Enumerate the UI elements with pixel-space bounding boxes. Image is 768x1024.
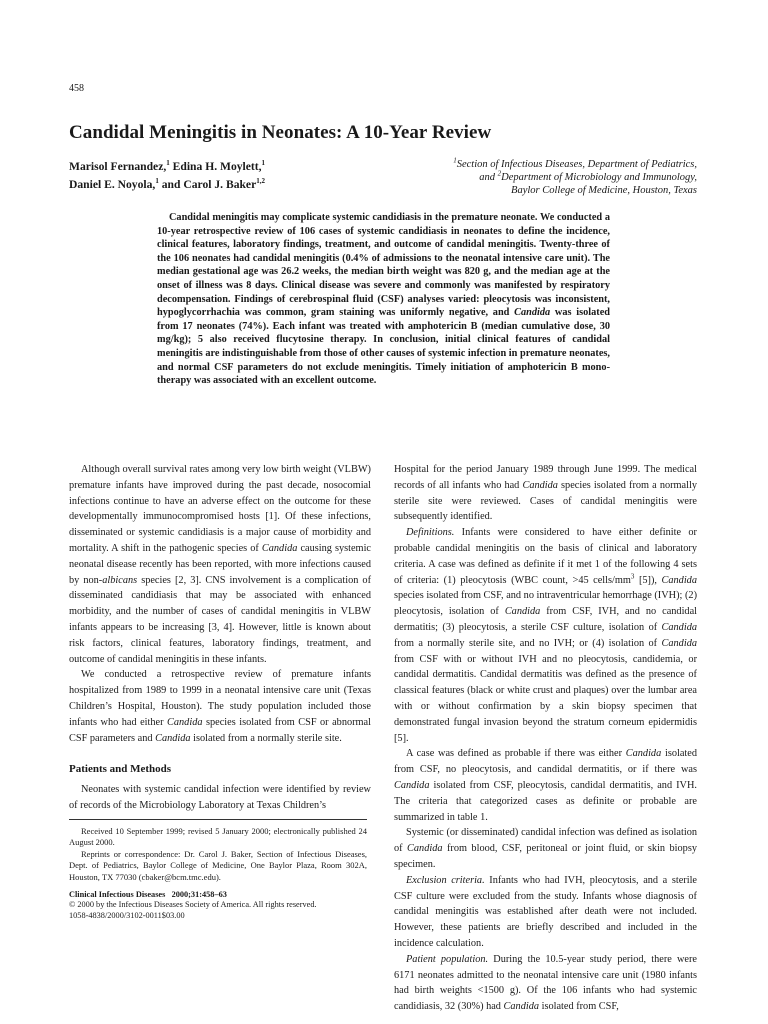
issn-line: 1058-4838/2000/3102-0011$03.00 [69, 910, 185, 920]
body-column-left [69, 462, 371, 814]
body-text: We conducted a retrospective review of premature infants hospitalized from 1989 to 1999 in a neonatal intensive care unit (Texas Children’s Hospital, Houston). The study population included those infants who had either [69, 669, 371, 728]
body-text: [5]), [634, 574, 662, 586]
affiliation-block [377, 158, 697, 198]
footnote-divider [69, 819, 367, 820]
body-paragraph [394, 462, 697, 525]
body-text: species isolated from CSF, and no intraventricular hemorrhage (IVH); (2) pleocytosis, isolation of [394, 590, 697, 618]
journal-citation-line [69, 890, 367, 900]
journal-info [69, 890, 367, 921]
body-text: isolated from CSF, pleocytosis, candidal dermatitis, and IVH. The criteria that categorized cases as definite or probable are summarized in table 1. [394, 779, 697, 823]
author-affiliation-mark: 1 [155, 177, 159, 186]
affiliation-text: Section of Infectious Diseases, Department of Pediatrics, [456, 159, 697, 170]
body-paragraph [394, 525, 697, 746]
italic-term: Candida [522, 479, 558, 491]
abstract [157, 211, 610, 388]
body-text: species isolated from CSF or abnormal CSF parameters and [69, 716, 371, 744]
author-conjunction: and [161, 178, 181, 191]
author-affiliation-mark: 1,2 [256, 177, 265, 186]
body-text: species isolated from a normally sterile site were reviewed. Cases of candidal meningitis were subsequently identified. [394, 479, 697, 523]
body-text: isolated from CSF, [539, 1001, 619, 1013]
author-name: Daniel E. Noyola, [69, 178, 156, 191]
italic-term: Candida [661, 621, 697, 633]
italic-term: Candida [394, 779, 430, 791]
body-text: from CSF with or without IVH and no pleocytosis, candidemia, or candidal dermatitis. Candidal dermatitis was defined as the presence of classical features (black or white crust and plaques) over the lumbar area with or without confirmation by a skin biopsy specimen that demonstrated fungal invasion beyond the stratum corneum epidermidis [5]. [394, 653, 697, 744]
journal-name: Clinical Infectious Diseases [69, 890, 166, 899]
abstract-text: Candidal meningitis may complicate systemic candidiasis in the premature neonate. We conducted a 10-year retrospective review of 106 cases of systemic candidiasis in neonates to define the incidence, clinical features, laboratory findings, treatment, and outcome of candidal meningitis. Twenty-three of the 106 neonates had candidal meningitis (0.4% of admissions to the neonatal intensive care unit). The median gestational age was 26.2 weeks, the median birth weight was 820 g, and the median age at the onset of illness was 8 days. Clinical disease was severe and commonly was manifested by respiratory decompensation. Findings of cerebrospinal fluid (CSF) analyses varied: pleocytosis was inconsistent, hypoglycorrhachia was common, gram staining was uniformly negative, and [157, 212, 610, 319]
run-in-heading: Exclusion criteria. [406, 874, 485, 886]
italic-term: Candida [661, 574, 697, 586]
body-text: Hospital for the period January 1989 through June 1999. The medical records of all infants who had [394, 464, 697, 491]
abstract-italic-term: Candida [514, 307, 551, 319]
body-text: During the 10.5-year study period, there were 6171 neonates admitted to the neonatal intensive care unit (1980 infants had birth weights <1500 g). Of the 106 infants who had systemic candidiasis, 32 (30%) had [394, 953, 697, 1013]
italic-term: Candida [503, 1001, 540, 1013]
author-name: Marisol Fernandez, [69, 160, 167, 173]
body-column-right [394, 462, 697, 1015]
body-text: Infants who had IVH, pleocytosis, and a sterile CSF culture were excluded from the study. Infants whose diagnosis of candidal meningitis was established after death were not included. However, these patients are briefly described and included in the incidence calculation. [394, 874, 698, 949]
footnote-received: Received 10 September 1999; revised 5 January 2000; electronically published 24 August 2000. [69, 826, 367, 848]
body-paragraph [394, 952, 697, 1015]
author-line-1 [69, 158, 409, 176]
body-text: isolated from a normally sterile site. [190, 732, 342, 744]
copyright-notice: © 2000 by the Infectious Diseases Society of America. All rights reserved. [69, 900, 317, 910]
affiliation-conjunction: and [479, 172, 495, 184]
body-text: species [2, 3]. CNS involvement is a complication of disseminated candidiasis that may be associated with enhanced morbidity, and the number of cases of candidal meningitis in VLBW infants appears to be increasing [3, 4]. However, little is known about risk factors, clinical features, laboratory findings, treatment, and outcome of candidal meningitis in these infants. [69, 574, 371, 665]
affiliation-line: Baylor College of Medicine, Houston, Texas [511, 185, 697, 197]
page-number: 458 [69, 83, 84, 94]
affiliation-mark: 2 [497, 169, 502, 178]
affiliation-text: Department of Microbiology and Immunology, [501, 172, 697, 184]
body-text: from a normally sterile site, and no IVH; or (4) isolation of [394, 637, 662, 649]
body-paragraph [394, 746, 697, 825]
body-text: isolated from CSF, no pleocytosis, and candidal dermatitis, or if there was [394, 748, 697, 776]
author-line-2 [69, 176, 409, 194]
body-paragraph [69, 462, 371, 667]
italic-term: Candida [167, 716, 203, 728]
body-text: from CSF, IVH, and no candidal dermatitis; (3) pleocytosis, a sterile CSF culture, isolation of [394, 606, 698, 633]
footnotes [69, 826, 367, 883]
footnote-correspondence: Reprints or correspondence: Dr. Carol J. Baker, Section of Infectious Diseases, Dept. of Pediatrics, Baylor College of Medicine, One Baylor Plaza, Room 302A, Houston, TX 77030 (cbaker@bcm.tmc.edu). [69, 848, 367, 882]
body-paragraph [69, 667, 371, 746]
body-text: from blood, CSF, peritoneal or joint fluid, or skin biopsy specimen. [394, 843, 697, 870]
italic-term: Candida [661, 637, 697, 649]
run-in-heading: Patient population. [406, 953, 489, 965]
italic-term: Candida [261, 542, 298, 554]
journal-citation: 2000;31:458–63 [171, 890, 227, 899]
author-name: Edina H. Moylett, [172, 160, 262, 173]
run-in-heading: Definitions. [406, 527, 455, 539]
italic-term: Candida [407, 843, 443, 855]
affiliation-line [377, 158, 697, 171]
affiliation-line [377, 171, 697, 184]
author-affiliation-mark: 1 [166, 159, 170, 168]
body-paragraph [394, 873, 697, 952]
superscript: 3 [630, 572, 635, 581]
article-title: Candidal Meningitis in Neonates: A 10-Year Review [69, 122, 492, 143]
body-text: A case was defined as probable if there was either [406, 748, 626, 760]
body-text: causing systemic neonatal disease recently has been reported, with more infections caused by non- [69, 542, 371, 586]
body-paragraph: Neonates with systemic candidal infection were identified by review of records of the Microbiology Laboratory at Texas Children’s [69, 784, 371, 811]
italic-term: Candida [155, 732, 191, 744]
affiliation-mark: 1 [453, 156, 457, 165]
italic-term: Candida [504, 606, 541, 618]
author-affiliation-mark: 1 [261, 159, 266, 168]
author-name: Carol J. Baker [183, 178, 257, 191]
abstract-text: was isolated from 17 neonates (74%). Each infant was treated with amphotericin B (median cumulative dose, 30 mg/kg); 5 also received flucytosine therapy. In conclusion, initial clinical features of candidal meningitis are indistinguishable from those of other causes of systemic infection in premature neonates, and normal CSF parameters do not exclude meningitis. Timely initiation of amphotericin B monotherapy was associated with an excellent outcome. [157, 307, 610, 387]
italic-term: albicans [102, 574, 138, 586]
section-heading: Patients and Methods [69, 763, 172, 776]
body-text: Systemic (or disseminated) candidal infection was defined as isolation of [394, 827, 697, 855]
body-paragraph [394, 825, 697, 872]
author-list [69, 158, 409, 194]
body-text: Although overall survival rates among very low birth weight (VLBW) premature infants have improved during the past decade, nosocomial infections continue to have an adverse effect on the outcome for these developmentally immunocompromised hosts [1]. Of these infections, disseminated or systemic candidiasis is a major cause of morbidity and mortality. A shift in the pathogenic species of [69, 464, 371, 554]
italic-term: Candida [625, 748, 662, 760]
body-text: Infants were considered to have either definite or probable candidal meningitis on the basis of clinical and laboratory criteria. A case was defined as definite if it met 1 of the following 4 sets of criteria: (1) pleocytosis (WBC count, >45 cells/mm [394, 527, 697, 586]
